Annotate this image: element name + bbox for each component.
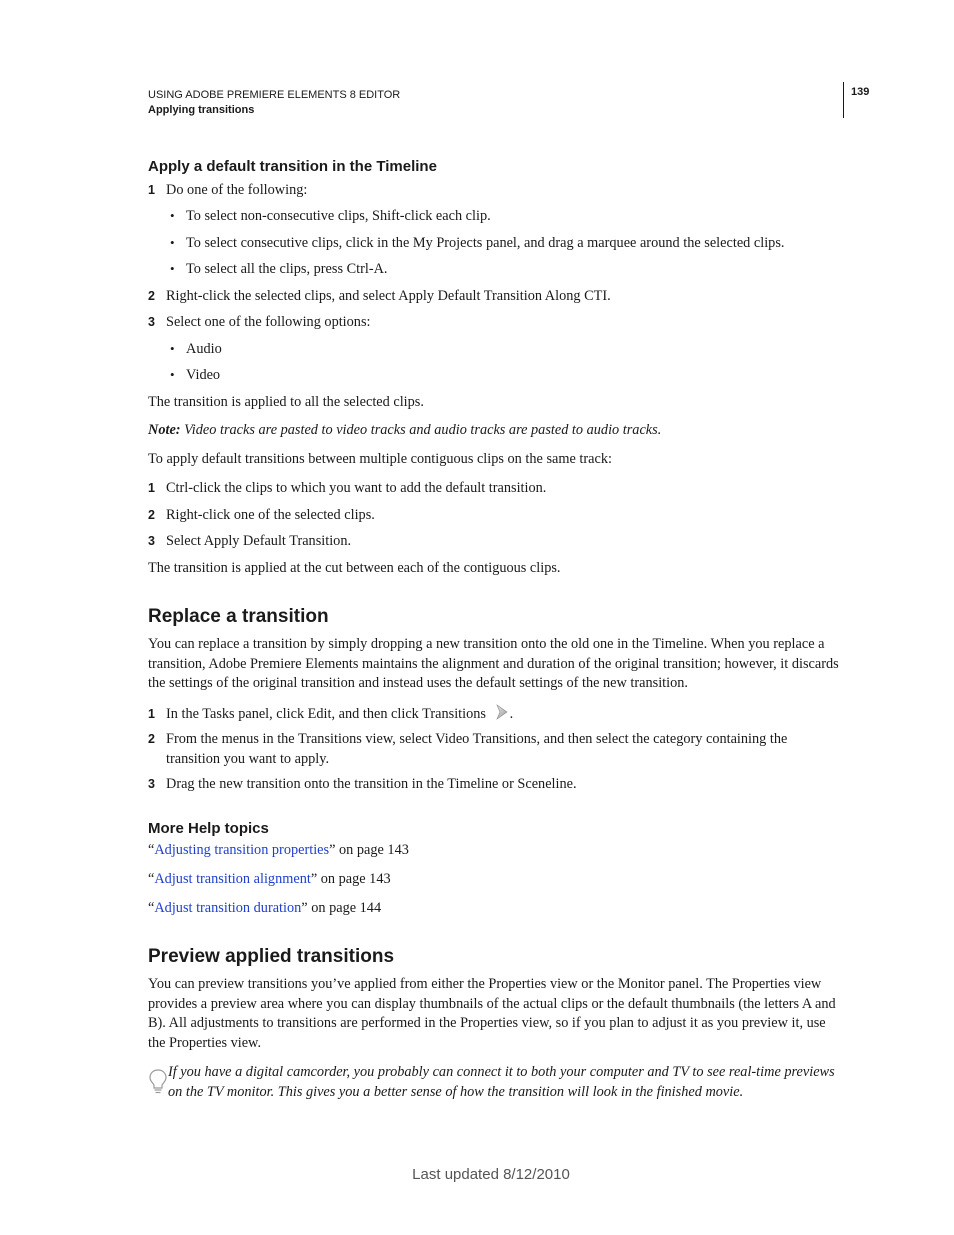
paragraph: You can preview transitions you’ve applied from either the Properties view or the Monitor panel. The Properties view provides a preview area where you can display thumbnails of the actual clips or the default thumbnails (the letters A and B). All adjustments to transitions are performed in the Properties view, so if you plan to adjust it as you preview it, use the Properties view. [148, 976, 836, 1051]
step-text: Drag the new transition onto the transition in the Timeline or Sceneline. [166, 776, 577, 792]
lightbulb-icon [148, 1068, 168, 1101]
section-heading: Replace a transition [148, 606, 329, 627]
list-item [148, 208, 840, 228]
list-item [148, 367, 840, 387]
step-text: In the Tasks panel, click Edit, and then click Transitions [166, 706, 486, 722]
step [148, 288, 611, 305]
step-number: 1 [148, 707, 155, 721]
step-text: Ctrl-click the clips to which you want to add the default transition. [166, 480, 547, 496]
help-link[interactable]: Adjust transition duration [154, 900, 302, 916]
section-heading: Apply a default transition in the Timeline [148, 158, 437, 175]
tip-text: If you have a digital camcorder, you probably can connect it to both your computer and TV to see real-time previews on the TV monitor. This gives you a better sense of how the transition will look in the finished movie. [168, 1064, 835, 1100]
step-number: 2 [148, 508, 155, 522]
running-header [148, 88, 400, 118]
list-item [148, 235, 840, 255]
step-number: 3 [148, 315, 155, 329]
page-ref: ” on page 143 [329, 842, 409, 858]
page-number: 139 [851, 86, 870, 98]
step-text: From the menus in the Transitions view, select Video Transitions, and then select the category containing the transition you want to apply. [166, 731, 788, 767]
bullet-text: Video [186, 367, 221, 383]
quote-open: “ [148, 900, 155, 916]
step-number: 1 [148, 183, 155, 197]
section-title: Applying transitions [148, 104, 255, 116]
bullet-text: To select non-consecutive clips, Shift-click each clip. [186, 208, 491, 224]
bullet-text: To select all the clips, press Ctrl-A. [186, 261, 388, 277]
bullet: • [170, 261, 175, 276]
bullet-text: To select consecutive clips, click in the My Projects panel, and drag a marquee around the selected clips. [186, 235, 785, 251]
book-title: USING ADOBE PREMIERE ELEMENTS 8 EDITOR [148, 89, 401, 101]
help-link[interactable]: Adjust transition alignment [154, 871, 311, 887]
bullet-text: Audio [186, 341, 222, 357]
help-link-item [148, 842, 409, 859]
step-number: 3 [148, 777, 155, 791]
step [148, 533, 351, 550]
step [148, 480, 546, 497]
paragraph: You can replace a transition by simply dropping a new transition onto the old one in the Timeline. When you replace a transition, Adobe Premiere Elements maintains the alignment and duration of the original transition; however, it discards the settings of the original transition and instead uses the default settings of the new transition. [148, 636, 839, 692]
step-text: Do one of the following: [166, 182, 308, 198]
step-text: Select one of the following options: [166, 314, 371, 330]
step-number: 2 [148, 289, 155, 303]
intro-text: To apply default transitions between multiple contiguous clips on the same track: [148, 451, 612, 467]
step-text: Right-click the selected clips, and select Apply Default Transition Along CTI. [166, 288, 611, 304]
step-text: Select Apply Default Transition. [166, 533, 352, 549]
step-number: 1 [148, 481, 155, 495]
note [148, 422, 661, 439]
help-link[interactable]: Adjusting transition properties [154, 842, 330, 858]
quote-open: “ [148, 842, 155, 858]
step [148, 507, 375, 524]
bullet: • [170, 367, 175, 382]
transitions-icon [494, 703, 510, 726]
page-ref: ” on page 144 [301, 900, 382, 916]
step [148, 776, 577, 793]
note-text: Video tracks are pasted to video tracks and audio tracks are pasted to audio tracks. [180, 422, 662, 438]
step [148, 314, 371, 331]
help-link-item [148, 871, 391, 888]
list-item [148, 341, 840, 361]
step [148, 182, 307, 199]
step-number: 3 [148, 534, 155, 548]
header-divider [843, 82, 844, 118]
section-heading: Preview applied transitions [148, 946, 395, 967]
bullet: • [170, 341, 175, 356]
help-link-item [148, 900, 381, 917]
footer [0, 1166, 954, 1183]
page-ref: ” on page 143 [310, 871, 391, 887]
bullet: • [170, 235, 175, 250]
step [148, 730, 840, 769]
bullet: • [170, 208, 175, 223]
step-text: Right-click one of the selected clips. [166, 507, 375, 523]
step-number: 2 [148, 732, 155, 746]
quote-open: “ [148, 871, 155, 887]
help-heading: More Help topics [148, 820, 269, 837]
step [148, 703, 513, 726]
result-text: The transition is applied to all the selected clips. [148, 394, 424, 410]
last-updated: Last updated 8/12/2010 [412, 1166, 570, 1183]
step-text-end: . [509, 706, 514, 722]
note-label: Note: [148, 422, 181, 438]
result-text: The transition is applied at the cut between each of the contiguous clips. [148, 560, 561, 576]
list-item [148, 261, 840, 281]
